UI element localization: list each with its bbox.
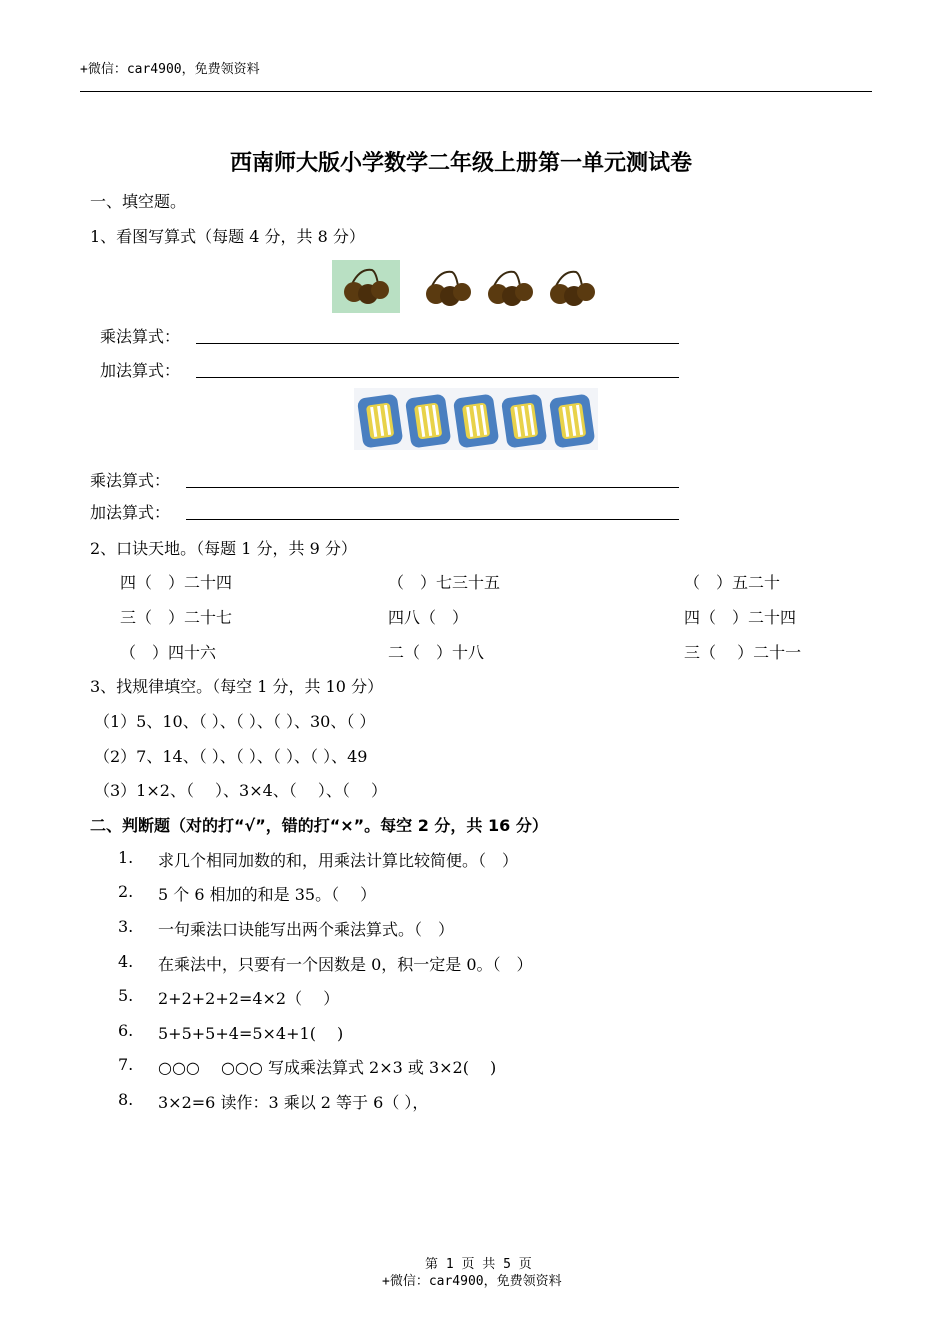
q1-add-answer-line-2[interactable] xyxy=(186,519,679,520)
page-number: 第 1 页 共 5 页 xyxy=(425,1257,532,1272)
q3-line: （3）1×2、（ ）、3×4、（ ）、（ ） xyxy=(94,781,387,800)
cherry-icon xyxy=(550,272,595,306)
q3-line: （2）7、14、（ ）、（ ）、（ ）、（ ）、49 xyxy=(94,747,368,766)
judge-item-number: 5. xyxy=(118,986,134,1005)
judge-item-text: 2+2+2+2=4×2（ ） xyxy=(158,989,340,1008)
batteries-image xyxy=(354,388,598,450)
judge-item-number: 1. xyxy=(118,848,134,867)
q1-add-label: 加法算式： xyxy=(100,361,181,380)
battery-icon xyxy=(405,393,452,448)
judge-item-number: 2. xyxy=(118,882,134,901)
battery-icon xyxy=(357,393,404,448)
section2-heading xyxy=(90,813,548,836)
cherry-icon xyxy=(488,272,533,306)
q2-item: （ ）五二十 xyxy=(684,573,781,592)
judge-item-text: 求几个相同加数的和，用乘法计算比较简便。（ ） xyxy=(158,851,519,870)
q2-item: （ ）四十六 xyxy=(120,643,217,662)
q2-item: 四（ ）二十四 xyxy=(684,608,797,627)
q1-add-label-2: 加法算式： xyxy=(90,503,171,522)
q3-heading: 3、找规律填空。（每空 1 分，共 10 分） xyxy=(90,677,384,696)
judge-item-number: 4. xyxy=(118,952,134,971)
q2-item: 四八（ ） xyxy=(388,608,469,627)
q1-mul-answer-line[interactable] xyxy=(196,343,679,344)
q2-item: （ ）七三十五 xyxy=(388,573,501,592)
header-rule xyxy=(80,91,872,92)
judge-item-text: ○○○ ○○○ 写成乘法算式 2×3 或 3×2( ) xyxy=(158,1058,497,1077)
header-note: +微信：car4900，免费领资料 xyxy=(80,62,260,77)
judge-item-text: 5+5+5+4=5×4+1( ) xyxy=(158,1024,344,1043)
judge-item-number: 3. xyxy=(118,917,134,936)
judge-item-number: 7. xyxy=(118,1055,134,1074)
judge-item-text: 3×2=6 读作：3 乘以 2 等于 6（ ）， xyxy=(158,1093,429,1112)
cherry-icon xyxy=(426,272,471,306)
q1-add-answer-line[interactable] xyxy=(196,377,679,378)
footer-note: +微信：car4900，免费领资料 xyxy=(382,1274,562,1289)
q1-mul-label: 乘法算式： xyxy=(100,327,181,346)
judge-item-text: 5 个 6 相加的和是 35。（ ） xyxy=(158,885,377,904)
q1-heading: 1、看图写算式（每题 4 分，共 8 分） xyxy=(90,227,365,246)
battery-icon xyxy=(501,393,548,448)
q2-heading: 2、口诀天地。（每题 1 分，共 9 分） xyxy=(90,539,357,558)
cherries-image xyxy=(332,260,612,314)
battery-icon xyxy=(549,393,596,448)
section2-heading-text: 二、判断题（对的打“√”，错的打“×”。每空 2 分，共 16 分） xyxy=(90,816,548,835)
q2-item: 四（ ）二十四 xyxy=(120,573,233,592)
battery-icon xyxy=(453,393,500,448)
q1-mul-label-2: 乘法算式： xyxy=(90,471,171,490)
q1-mul-answer-line-2[interactable] xyxy=(186,487,679,488)
q2-item: 二（ ）十八 xyxy=(388,643,485,662)
q2-item: 三（ ）二十一 xyxy=(684,643,802,662)
q3-line: （1）5、10、（ ）、（ ）、（ ）、30、（ ） xyxy=(94,712,376,731)
judge-item-text: 在乘法中，只要有一个因数是 0，积一定是 0。（ ） xyxy=(158,955,533,974)
judge-item-number: 8. xyxy=(118,1090,134,1109)
page-title: 西南师大版小学数学二年级上册第一单元测试卷 xyxy=(230,151,693,176)
section1-heading: 一、填空题。 xyxy=(90,192,187,211)
judge-item-text: 一句乘法口诀能写出两个乘法算式。（ ） xyxy=(158,920,455,939)
q2-item: 三（ ）二十七 xyxy=(120,608,233,627)
judge-item-number: 6. xyxy=(118,1021,134,1040)
